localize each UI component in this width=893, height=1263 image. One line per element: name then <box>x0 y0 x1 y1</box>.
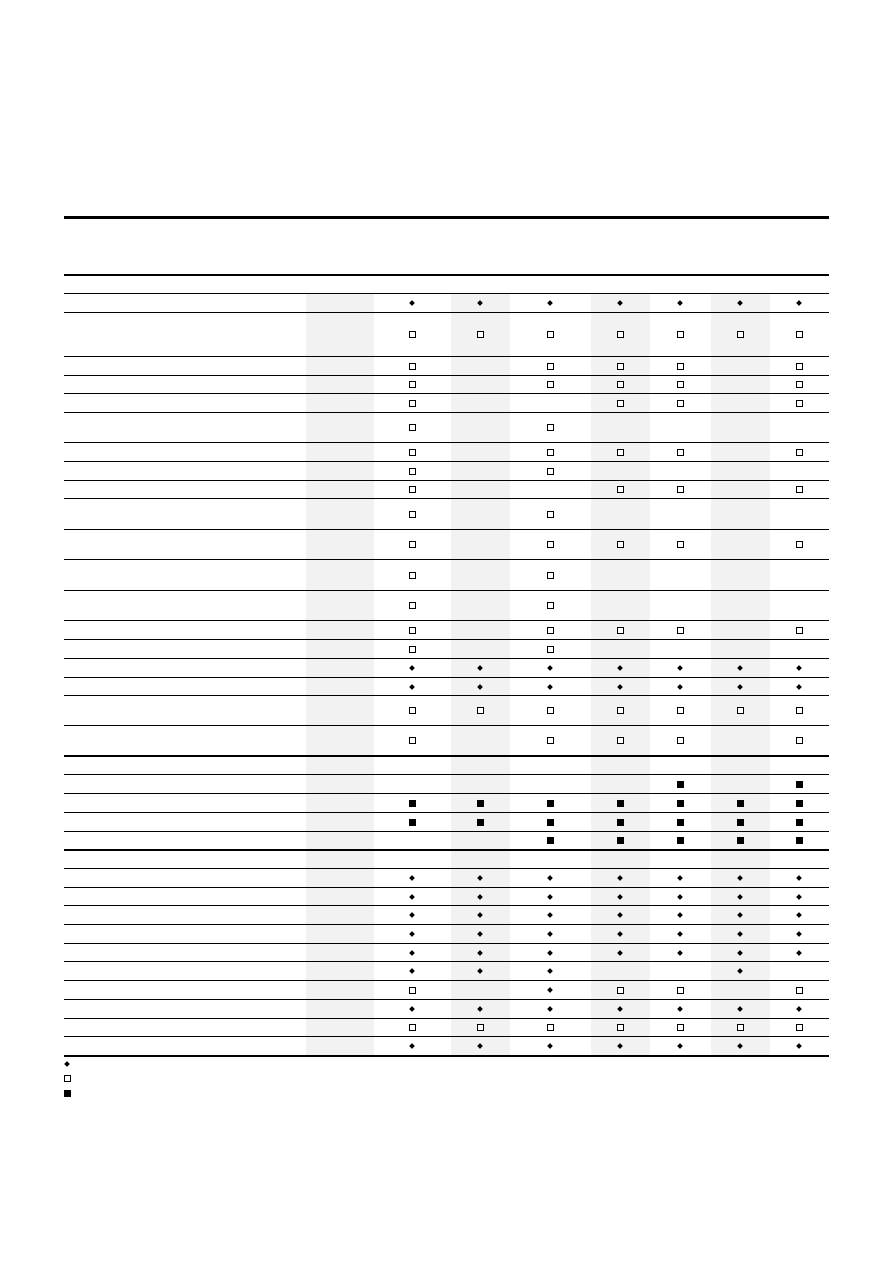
row-divider <box>64 831 829 832</box>
open-mark <box>475 706 485 716</box>
diamond-mark <box>407 873 417 883</box>
open-mark <box>407 706 417 716</box>
open-mark <box>615 330 625 340</box>
diamond-mark <box>675 948 685 958</box>
diamond-mark <box>735 298 745 308</box>
diamond-mark <box>794 663 804 673</box>
header-rule <box>64 274 829 276</box>
open-mark <box>615 398 625 408</box>
open-mark <box>615 485 625 495</box>
diamond-mark <box>675 1004 685 1014</box>
column-band-1 <box>306 293 374 1055</box>
diamond-mark <box>794 1041 804 1051</box>
open-mark <box>675 380 685 390</box>
diamond-mark <box>735 910 745 920</box>
row-divider <box>64 725 829 726</box>
diamond-mark <box>615 1004 625 1014</box>
row-divider <box>64 849 829 851</box>
filled-mark <box>545 817 555 827</box>
open-mark <box>407 361 417 371</box>
diamond-mark <box>545 948 555 958</box>
open-mark <box>675 985 685 995</box>
filled-mark <box>794 836 804 846</box>
diamond-mark <box>545 682 555 692</box>
diamond-mark <box>675 298 685 308</box>
section-2-top-rule <box>64 774 829 775</box>
row-divider <box>64 961 829 962</box>
row-divider <box>64 442 829 443</box>
diamond-mark <box>407 1004 417 1014</box>
row-divider <box>64 480 829 481</box>
filled-mark <box>794 817 804 827</box>
diamond-mark <box>675 929 685 939</box>
open-mark <box>407 509 417 519</box>
diamond-mark <box>545 966 555 976</box>
diamond-mark <box>475 1041 485 1051</box>
diamond-mark <box>475 966 485 976</box>
row-divider <box>64 1036 829 1037</box>
filled-mark <box>735 817 745 827</box>
diamond-mark <box>407 948 417 958</box>
row-divider <box>64 755 829 757</box>
row-divider <box>64 812 829 813</box>
diamond-mark <box>615 682 625 692</box>
diamond-mark <box>675 910 685 920</box>
row-divider <box>64 943 829 944</box>
filled-mark <box>545 798 555 808</box>
row-divider <box>64 498 829 499</box>
diamond-mark <box>475 948 485 958</box>
diamond-mark <box>735 929 745 939</box>
column-band-4 <box>711 293 770 1055</box>
diamond-mark <box>475 682 485 692</box>
diamond-mark <box>407 298 417 308</box>
open-mark <box>545 625 555 635</box>
open-mark <box>545 644 555 654</box>
open-mark <box>545 423 555 433</box>
filled-mark <box>735 798 745 808</box>
diamond-mark <box>545 298 555 308</box>
open-mark <box>545 601 555 611</box>
diamond-mark <box>545 873 555 883</box>
diamond-mark <box>545 985 555 995</box>
diamond-mark <box>615 298 625 308</box>
section-3-top-rule <box>64 868 829 869</box>
diamond-mark <box>615 929 625 939</box>
open-mark <box>407 570 417 580</box>
open-mark <box>407 398 417 408</box>
filled-mark <box>615 836 625 846</box>
diamond-mark <box>794 873 804 883</box>
open-mark <box>675 1023 685 1033</box>
open-mark <box>545 509 555 519</box>
diamond-mark <box>675 682 685 692</box>
open-mark <box>407 985 417 995</box>
row-divider <box>64 620 829 621</box>
diamond-mark <box>675 892 685 902</box>
row-divider <box>64 924 829 925</box>
open-mark <box>794 736 804 746</box>
row-divider <box>64 559 829 560</box>
diamond-mark <box>615 663 625 673</box>
row-divider <box>64 393 829 394</box>
legend-filled-icon <box>62 1088 72 1098</box>
open-mark <box>675 706 685 716</box>
open-mark <box>545 570 555 580</box>
row-divider <box>64 1055 829 1057</box>
diamond-mark <box>735 1041 745 1051</box>
column-band-2 <box>451 293 510 1055</box>
row-divider <box>64 529 829 530</box>
open-mark <box>545 466 555 476</box>
top-rule <box>64 216 829 219</box>
diamond-mark <box>545 1004 555 1014</box>
diamond-mark <box>675 873 685 883</box>
open-mark <box>794 485 804 495</box>
open-mark <box>735 1023 745 1033</box>
open-mark <box>407 1023 417 1033</box>
open-mark <box>407 736 417 746</box>
open-mark <box>407 380 417 390</box>
diamond-mark <box>407 910 417 920</box>
filled-mark <box>407 798 417 808</box>
open-mark <box>735 706 745 716</box>
open-mark <box>407 601 417 611</box>
open-mark <box>794 706 804 716</box>
open-mark <box>407 447 417 457</box>
open-mark <box>407 466 417 476</box>
filled-mark <box>735 836 745 846</box>
diamond-mark <box>615 948 625 958</box>
open-mark <box>545 361 555 371</box>
filled-mark <box>675 836 685 846</box>
open-mark <box>794 330 804 340</box>
filled-mark <box>615 817 625 827</box>
open-mark <box>407 644 417 654</box>
row-divider <box>64 639 829 640</box>
open-mark <box>615 706 625 716</box>
diamond-mark <box>545 929 555 939</box>
open-mark <box>615 625 625 635</box>
open-mark <box>615 447 625 457</box>
diamond-mark <box>545 1041 555 1051</box>
open-mark <box>615 1023 625 1033</box>
diamond-mark <box>407 682 417 692</box>
open-mark <box>545 330 555 340</box>
open-mark <box>475 1023 485 1033</box>
open-mark <box>615 540 625 550</box>
diamond-mark <box>675 1041 685 1051</box>
open-mark <box>675 625 685 635</box>
row-divider <box>64 980 829 981</box>
diamond-mark <box>794 298 804 308</box>
filled-mark <box>794 779 804 789</box>
diamond-mark <box>407 966 417 976</box>
open-mark <box>407 540 417 550</box>
row-divider <box>64 1018 829 1019</box>
row-divider <box>64 999 829 1000</box>
open-mark <box>545 736 555 746</box>
diamond-mark <box>794 948 804 958</box>
row-divider <box>64 695 829 696</box>
open-mark <box>675 330 685 340</box>
diamond-mark <box>475 929 485 939</box>
open-mark <box>794 447 804 457</box>
open-mark <box>794 380 804 390</box>
diamond-mark <box>794 682 804 692</box>
diamond-mark <box>615 873 625 883</box>
open-mark <box>407 485 417 495</box>
legend-open-icon <box>62 1073 72 1083</box>
diamond-mark <box>475 892 485 902</box>
diamond-mark <box>475 298 485 308</box>
filled-mark <box>675 817 685 827</box>
open-mark <box>615 985 625 995</box>
filled-mark <box>545 836 555 846</box>
row-divider <box>64 905 829 906</box>
open-mark <box>675 361 685 371</box>
diamond-mark <box>794 1004 804 1014</box>
open-mark <box>407 625 417 635</box>
filled-mark <box>475 817 485 827</box>
open-mark <box>794 361 804 371</box>
open-mark <box>407 423 417 433</box>
row-divider <box>64 412 829 413</box>
open-mark <box>794 398 804 408</box>
diamond-mark <box>735 682 745 692</box>
diamond-mark <box>407 929 417 939</box>
row-divider <box>64 461 829 462</box>
open-mark <box>545 706 555 716</box>
legend-diamond-icon <box>62 1059 72 1069</box>
diamond-mark <box>545 892 555 902</box>
diamond-mark <box>735 948 745 958</box>
open-mark <box>735 330 745 340</box>
open-mark <box>475 330 485 340</box>
diamond-mark <box>545 910 555 920</box>
diamond-mark <box>735 663 745 673</box>
diamond-mark <box>735 873 745 883</box>
open-mark <box>675 485 685 495</box>
row-divider <box>64 312 829 313</box>
open-mark <box>794 540 804 550</box>
filled-mark <box>794 798 804 808</box>
diamond-mark <box>545 663 555 673</box>
row-divider <box>64 677 829 678</box>
filled-mark <box>615 798 625 808</box>
open-mark <box>794 985 804 995</box>
open-mark <box>615 361 625 371</box>
open-mark <box>545 1023 555 1033</box>
open-mark <box>675 540 685 550</box>
diamond-mark <box>615 910 625 920</box>
open-mark <box>545 540 555 550</box>
open-mark <box>794 1023 804 1033</box>
open-mark <box>675 447 685 457</box>
filled-mark <box>475 798 485 808</box>
diamond-mark <box>615 1041 625 1051</box>
open-mark <box>545 380 555 390</box>
open-mark <box>615 736 625 746</box>
open-mark <box>794 625 804 635</box>
diamond-mark <box>735 892 745 902</box>
diamond-mark <box>794 892 804 902</box>
diamond-mark <box>475 873 485 883</box>
filled-mark <box>675 798 685 808</box>
diamond-mark <box>735 966 745 976</box>
row-divider <box>64 375 829 376</box>
row-divider <box>64 793 829 794</box>
section-1-top-rule <box>64 293 829 294</box>
filled-mark <box>407 817 417 827</box>
row-divider <box>64 590 829 591</box>
open-mark <box>615 380 625 390</box>
diamond-mark <box>794 910 804 920</box>
row-divider <box>64 887 829 888</box>
open-mark <box>407 330 417 340</box>
row-divider <box>64 356 829 357</box>
row-divider <box>64 658 829 659</box>
diamond-mark <box>615 892 625 902</box>
diamond-mark <box>475 663 485 673</box>
diamond-mark <box>407 892 417 902</box>
diamond-mark <box>794 929 804 939</box>
diamond-mark <box>475 1004 485 1014</box>
open-mark <box>675 736 685 746</box>
filled-mark <box>675 779 685 789</box>
diamond-mark <box>407 663 417 673</box>
diamond-mark <box>475 910 485 920</box>
diamond-mark <box>407 1041 417 1051</box>
open-mark <box>675 398 685 408</box>
diamond-mark <box>675 663 685 673</box>
open-mark <box>545 447 555 457</box>
diamond-mark <box>735 1004 745 1014</box>
